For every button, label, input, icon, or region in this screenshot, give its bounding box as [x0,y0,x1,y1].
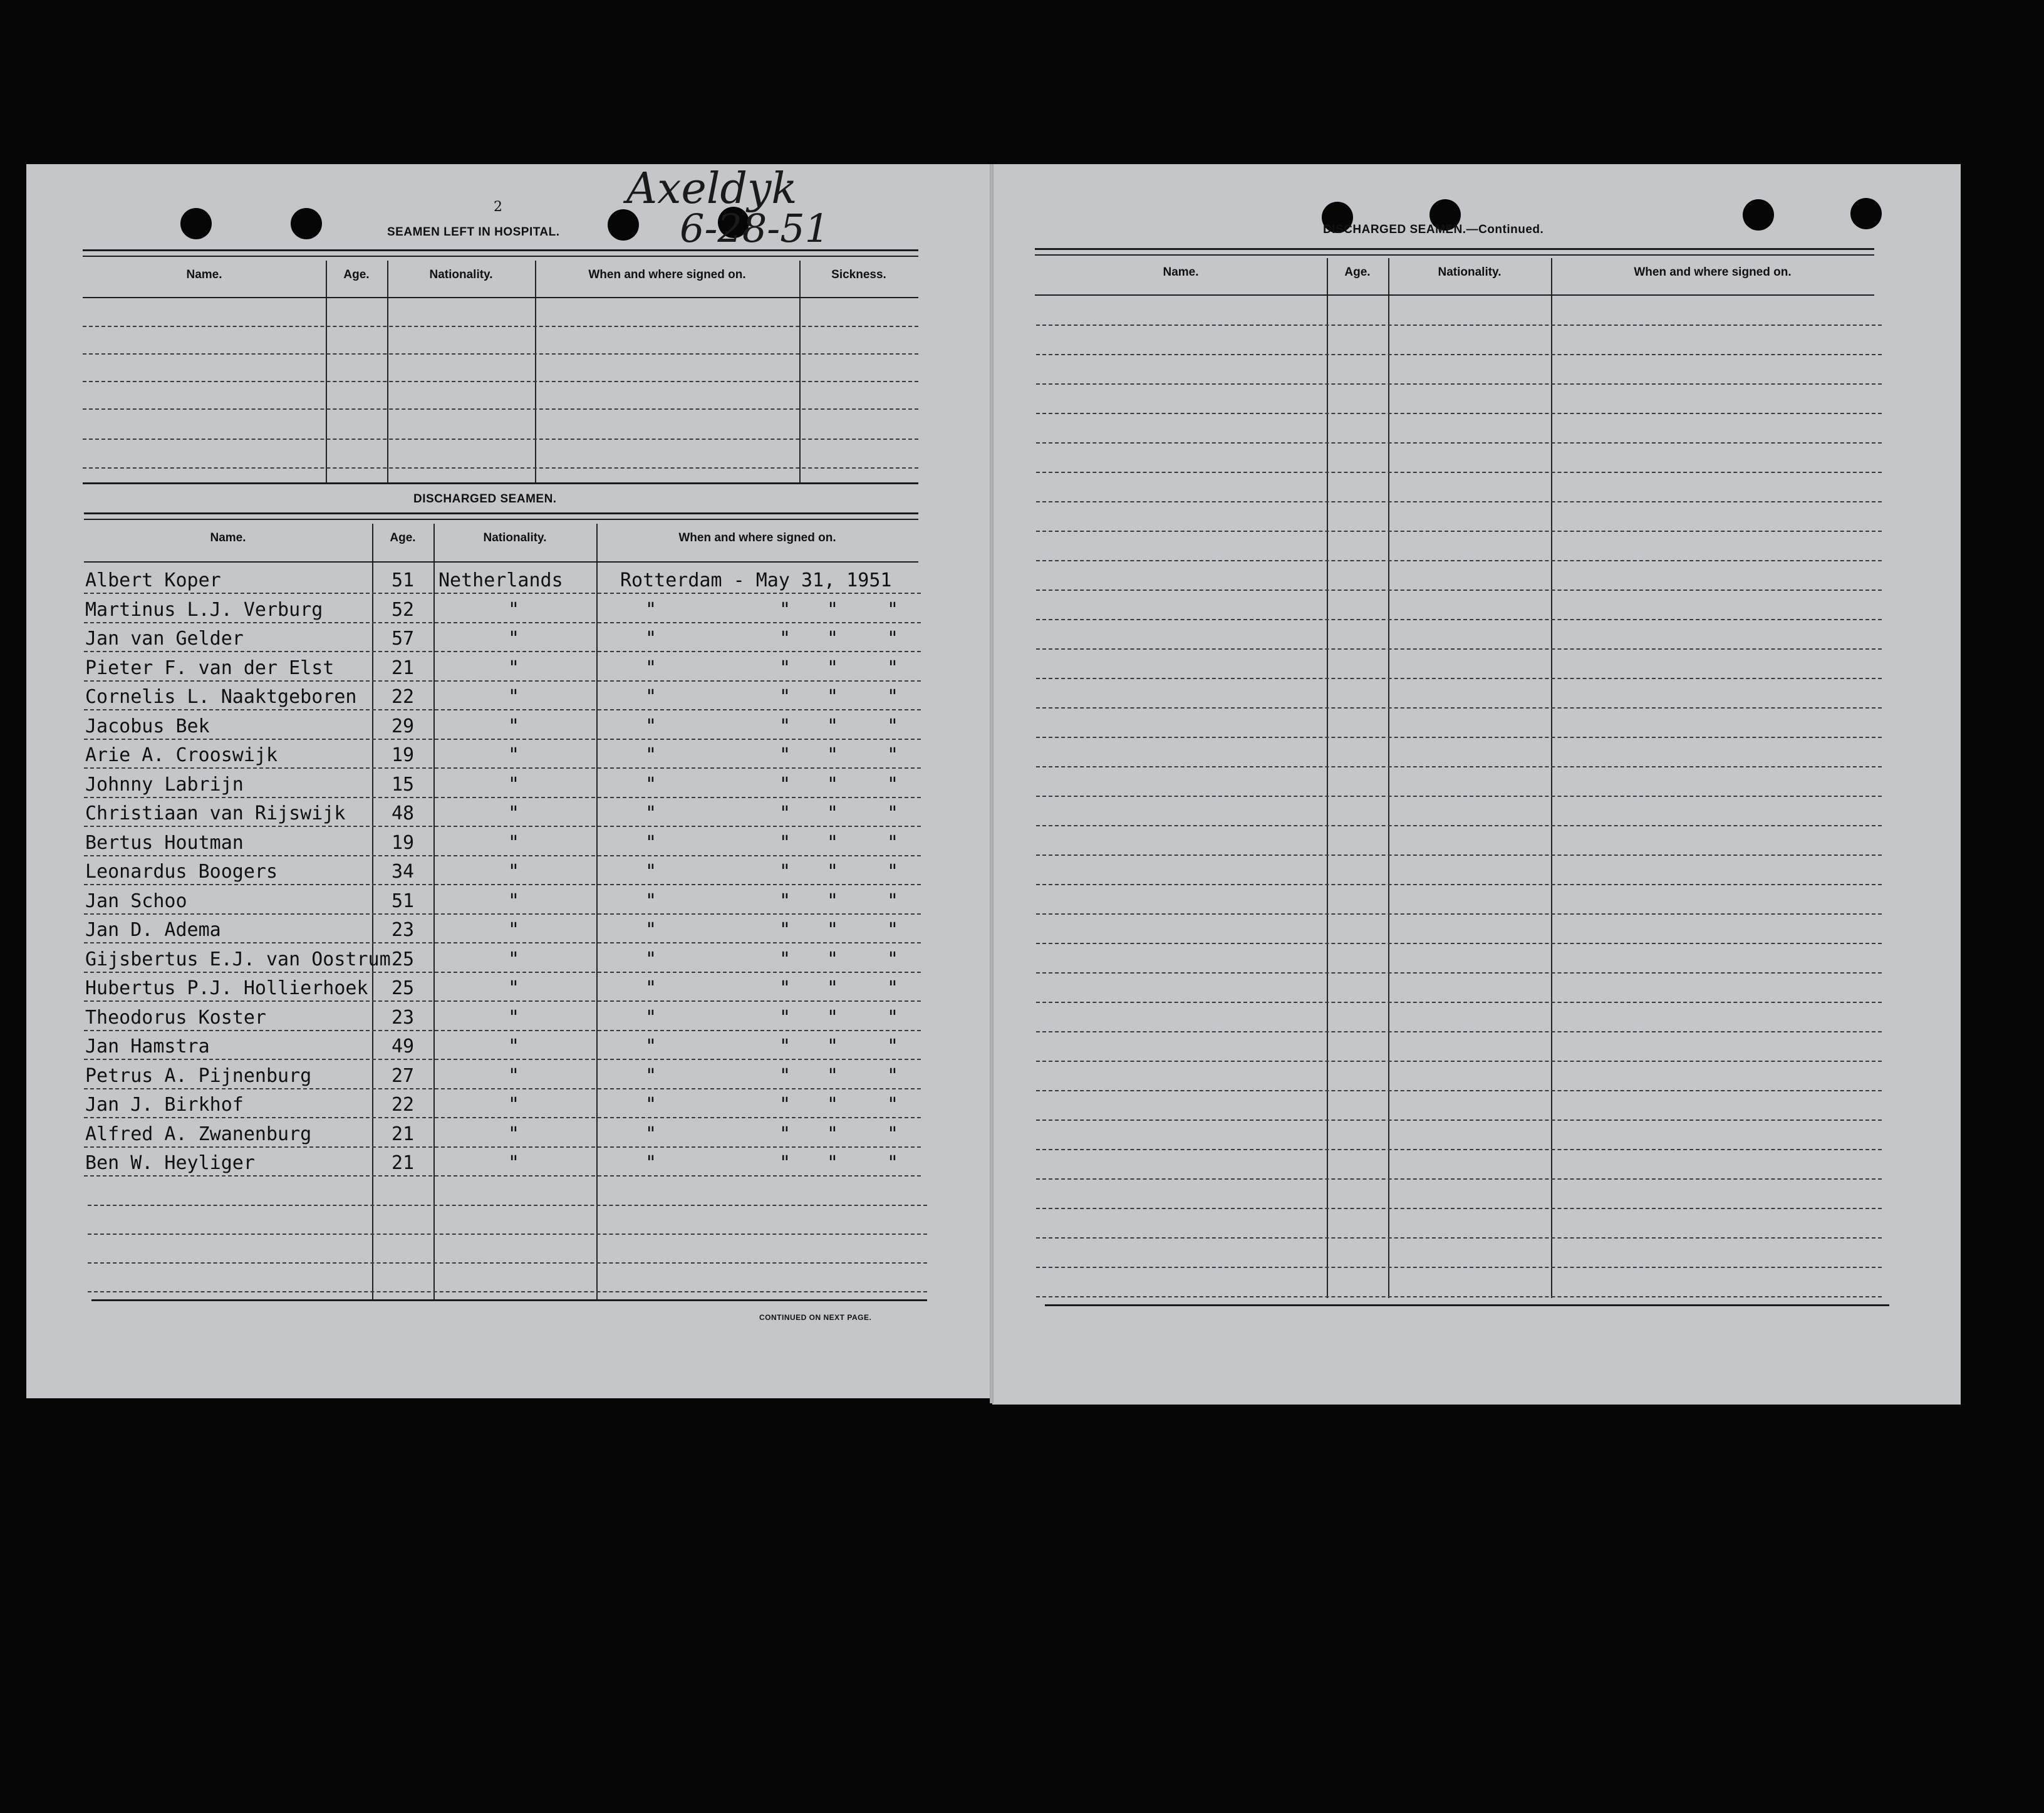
seaman-signed-on-ditto: " [779,715,791,737]
table-row-line [84,797,921,798]
seaman-signed-on-ditto: " [645,977,657,999]
table-row-line [1036,648,1882,650]
right-col-name: Name. [1163,266,1199,279]
seaman-nationality: " [507,744,520,766]
seaman-signed-on-ditto: " [779,1094,791,1116]
seaman-name: Alfred A. Zwanenburg [85,1123,312,1145]
seaman-signed-on-ditto: " [827,628,839,650]
seaman-signed-on-ditto: " [827,598,839,621]
table-row-line [84,942,921,943]
discharged-col-name: Name. [210,531,246,544]
hospital-row-line [83,439,918,440]
seaman-signed-on-ditto: " [645,715,657,737]
punch-hole [291,208,322,239]
seaman-signed-on-ditto: " [887,890,899,912]
seaman-nationality: " [507,1036,520,1057]
table-row-line [1036,1267,1882,1268]
table-row-line [1036,1061,1882,1062]
seaman-signed-on-ditto: " [645,628,657,650]
seaman-name: Arie A. Crooswijk [85,744,278,766]
seaman-signed-on-ditto: " [827,948,839,970]
seaman-signed-on-ditto: " [827,831,839,854]
seaman-name: Pieter F. van der Elst [85,657,335,679]
table-row-line [84,680,921,682]
seaman-nationality: " [507,1006,520,1029]
table-row-line [1036,943,1882,944]
page-number: 2 [494,199,503,215]
table-row-line [1036,354,1882,355]
table-row-line [84,826,921,827]
table-row-line [84,972,921,973]
table-row-line [1036,619,1882,620]
seaman-signed-on-ditto: " [827,686,839,708]
punch-hole [1850,198,1882,229]
seaman-nationality: " [507,803,520,824]
seaman-signed-on-ditto: " [827,803,839,824]
table-row-line [1036,1002,1882,1003]
seaman-signed-on-ditto: " [827,657,839,679]
col-divider [1327,258,1328,1298]
seaman-age: 25 [391,977,415,999]
seaman-signed-on-ditto: " [827,1064,839,1087]
seaman-age: 48 [391,803,415,824]
seaman-signed-on-ditto: " [645,773,657,796]
seaman-name: Theodorus Koster [85,1006,266,1029]
seaman-name: Johnny Labrijn [85,773,244,796]
seaman-signed-on-ditto: " [779,1064,791,1087]
table-row-line [1036,1119,1882,1121]
seaman-signed-on-ditto: " [779,1152,791,1174]
seaman-signed-on-ditto: " [779,977,791,999]
seaman-signed-on-ditto: " [645,919,657,941]
seaman-age: 34 [391,861,415,883]
table-row-line [84,913,921,915]
right-bottom-rule [1045,1304,1889,1306]
right-top-rule-2 [1035,254,1874,256]
seaman-name: Petrus A. Pijnenburg [85,1064,312,1087]
table-row-line [1036,855,1882,856]
col-divider [596,524,598,1299]
seaman-signed-on-ditto: " [827,1036,839,1057]
seaman-age: 21 [391,657,415,679]
seaman-name: Ben W. Heyliger [85,1152,255,1174]
col-divider [433,524,435,1299]
table-row-line [1036,413,1882,414]
seaman-age: 22 [391,686,415,708]
right-head-rule [1035,294,1874,296]
seaman-name: Christiaan van Rijswijk [85,803,346,824]
seaman-name: Martinus L.J. Verburg [85,598,323,621]
discharged-col-nationality: Nationality. [483,531,547,544]
table-row-line [1036,383,1882,385]
seaman-age: 23 [391,919,415,941]
table-row-line [1036,766,1882,767]
seaman-name: Cornelis L. Naaktgeboren [85,686,357,708]
table-row-line [1036,590,1882,591]
seaman-signed-on-ditto: " [645,1094,657,1116]
seaman-signed-on-ditto: " [779,803,791,824]
seaman-age: 19 [391,744,415,766]
right-col-signed-on: When and where signed on. [1634,266,1792,279]
table-row-line [88,1262,927,1264]
seaman-age: 19 [391,831,415,854]
seaman-signed-on-ditto: " [827,773,839,796]
discharged-col-age: Age. [390,531,416,544]
right-top-rule [1035,248,1874,250]
hospital-col-age: Age. [343,268,370,281]
table-row-line [1036,913,1882,915]
seaman-signed-on-ditto: " [887,1006,899,1029]
seaman-signed-on-ditto: " [645,890,657,912]
table-row-line [1036,972,1882,974]
right-col-age: Age. [1344,266,1371,279]
seaman-signed-on-ditto: " [827,977,839,999]
table-row-line [1036,737,1882,738]
hospital-row-line [83,408,918,410]
seaman-signed-on-ditto: " [887,773,899,796]
seaman-signed-on-ditto: " [779,773,791,796]
hospital-top-rule [83,249,918,251]
discharged-top-rule-2 [84,519,918,520]
table-row-line [84,622,921,623]
table-row-line [88,1205,927,1206]
seaman-nationality: " [507,1152,520,1174]
table-row-line [84,767,921,769]
table-row-line [84,651,921,652]
seaman-name: Albert Koper [85,569,221,591]
seaman-age: 52 [391,598,415,621]
seaman-signed-on-ditto: " [887,1036,899,1057]
seaman-signed-on-ditto: " [645,948,657,970]
seaman-signed-on-ditto: " [645,657,657,679]
seaman-signed-on-ditto: " [645,1036,657,1057]
table-row-line [88,1291,927,1292]
table-row-line [1036,442,1882,444]
table-row-line [1036,884,1882,885]
seaman-nationality: " [507,890,520,912]
table-row-line [1036,501,1882,502]
handwritten-date: 6-28-51 [680,205,830,251]
seaman-name: Jan D. Adema [85,919,221,941]
seaman-age: 51 [391,890,415,912]
table-row-line [1036,678,1882,679]
seaman-name: Hubertus P.J. Hollierhoek [85,977,368,999]
seaman-signed-on-ditto: " [827,919,839,941]
table-row-line [1036,1237,1882,1239]
seaman-name: Jan Schoo [85,890,187,912]
seaman-signed-on-ditto: " [887,1094,899,1116]
col-divider [1551,258,1552,1298]
seaman-signed-on-ditto: " [779,657,791,679]
seaman-age: 57 [391,628,415,650]
seaman-age: 22 [391,1094,415,1116]
table-row-line [84,1146,921,1148]
discharged-col-signed-on: When and where signed on. [678,531,836,544]
table-row-line [1036,707,1882,709]
seaman-signed-on-ditto: " [779,598,791,621]
table-row-line [1036,1090,1882,1091]
seaman-signed-on-ditto: " [645,861,657,883]
discharged-top-rule [84,512,918,514]
seaman-signed-on-ditto: " [827,1123,839,1145]
seaman-age: 15 [391,773,415,796]
seaman-signed-on-ditto: " [887,1123,899,1145]
table-row-line [84,1030,921,1031]
seaman-signed-on-ditto: " [645,598,657,621]
handwritten-ship-name: Axeldyk [626,164,797,214]
seaman-signed-on-ditto: " [779,861,791,883]
seaman-signed-on-ditto: " [887,657,899,679]
col-divider [1388,258,1389,1298]
table-row-line [1036,560,1882,561]
table-row-line [1036,1031,1882,1032]
seaman-signed-on-ditto: " [779,628,791,650]
seaman-nationality: " [507,1123,520,1145]
seaman-signed-on-ditto: " [887,977,899,999]
table-row-line [1036,472,1882,473]
table-row-line [88,1234,927,1235]
seaman-signed-on-ditto: " [827,1094,839,1116]
table-row-line [84,1117,921,1118]
seaman-nationality: " [507,1064,520,1087]
seaman-nationality: " [507,861,520,883]
hospital-col-nationality: Nationality. [429,268,493,281]
seaman-age: 27 [391,1064,415,1087]
seaman-signed-on-ditto: " [779,1006,791,1029]
seaman-signed-on-ditto: " [887,1064,899,1087]
table-row-line [1036,1149,1882,1150]
seaman-signed-on-ditto: " [827,861,839,883]
table-row-line [84,1000,921,1002]
right-page [992,164,1961,1405]
seaman-signed-on-ditto: " [887,598,899,621]
table-row-line [1036,1178,1882,1180]
table-row-line [84,709,921,710]
seaman-nationality: " [507,628,520,650]
discharged-head-rule [84,561,918,563]
seaman-age: 25 [391,948,415,970]
table-row-line [1036,531,1882,532]
seaman-signed-on-ditto: " [645,1064,657,1087]
seaman-signed-on-ditto: " [827,1006,839,1029]
punch-hole [608,209,639,241]
table-row-line [1036,825,1882,826]
seaman-signed-on-ditto: " [645,1006,657,1029]
seaman-signed-on-ditto: " [887,715,899,737]
hospital-col-sickness: Sickness. [831,268,886,281]
seaman-nationality: " [507,948,520,970]
table-row-line [84,739,921,740]
seaman-signed-on-ditto: " [645,1123,657,1145]
col-divider [799,261,801,482]
seaman-signed-on: Rotterdam - May 31, 1951 [620,569,892,591]
seaman-signed-on-ditto: " [887,948,899,970]
hospital-row-line [83,467,918,469]
seaman-signed-on-ditto: " [887,831,899,854]
hospital-section-title: SEAMEN LEFT IN HOSPITAL. [387,226,560,239]
col-divider [326,261,327,482]
hospital-head-rule [83,297,918,298]
hospital-row-line [83,326,918,327]
hospital-top-rule-2 [83,256,918,257]
table-row-line [84,884,921,885]
seaman-nationality: " [507,657,520,679]
seaman-nationality: " [507,715,520,737]
seaman-signed-on-ditto: " [779,1036,791,1057]
seaman-name: Jan Hamstra [85,1036,210,1057]
seaman-age: 23 [391,1006,415,1029]
seaman-signed-on-ditto: " [779,744,791,766]
right-page-title: DISCHARGED SEAMEN.—Continued. [1323,223,1544,236]
seaman-signed-on-ditto: " [645,686,657,708]
seaman-signed-on-ditto: " [887,861,899,883]
seaman-signed-on-ditto: " [645,803,657,824]
table-row-line [84,1059,921,1060]
table-row-line [1036,1208,1882,1209]
seaman-name: Bertus Houtman [85,831,244,854]
table-row-line [84,855,921,856]
seaman-signed-on-ditto: " [887,919,899,941]
seaman-nationality: " [507,977,520,999]
seaman-age: 21 [391,1123,415,1145]
discharged-bottom-rule [91,1299,927,1301]
seaman-signed-on-ditto: " [779,831,791,854]
seaman-nationality: " [507,831,520,854]
right-col-nationality: Nationality. [1438,266,1502,279]
seaman-name: Gijsbertus E.J. van Oostrum [85,948,391,970]
continued-note: CONTINUED ON NEXT PAGE. [759,1313,872,1322]
seaman-nationality: " [507,919,520,941]
punch-hole [180,208,212,239]
seaman-nationality: " [507,1094,520,1116]
seaman-signed-on-ditto: " [887,744,899,766]
seaman-name: Leonardus Boogers [85,861,278,883]
seaman-nationality: Netherlands [438,569,563,591]
seaman-nationality: " [507,773,520,796]
seaman-nationality: " [507,686,520,708]
seaman-age: 49 [391,1036,415,1057]
page-fold [990,164,993,1403]
seaman-signed-on-ditto: " [645,831,657,854]
seaman-signed-on-ditto: " [887,803,899,824]
table-row-line [1036,796,1882,797]
discharged-section-title: DISCHARGED SEAMEN. [413,492,557,506]
seaman-name: Jacobus Bek [85,715,210,737]
hospital-col-signed-on: When and where signed on. [588,268,746,281]
table-row-line [84,1088,921,1089]
seaman-age: 21 [391,1152,415,1174]
seaman-nationality: " [507,598,520,621]
hospital-row-line [83,381,918,382]
seaman-age: 29 [391,715,415,737]
seaman-signed-on-ditto: " [779,948,791,970]
seaman-signed-on-ditto: " [827,890,839,912]
col-divider [535,261,536,482]
seaman-name: Jan van Gelder [85,628,244,650]
table-row-line [1036,1296,1882,1297]
seaman-signed-on-ditto: " [645,744,657,766]
col-divider [372,524,373,1299]
seaman-signed-on-ditto: " [827,715,839,737]
table-row-line [84,593,921,594]
seaman-signed-on-ditto: " [779,919,791,941]
seaman-name: Jan J. Birkhof [85,1094,244,1116]
seaman-signed-on-ditto: " [645,1152,657,1174]
seaman-age: 51 [391,569,415,591]
seaman-signed-on-ditto: " [887,628,899,650]
hospital-col-name: Name. [186,268,222,281]
table-row-line [1036,325,1882,326]
seaman-signed-on-ditto: " [779,1123,791,1145]
seaman-signed-on-ditto: " [887,686,899,708]
punch-hole [1743,199,1774,231]
seaman-signed-on-ditto: " [887,1152,899,1174]
hospital-row-line [83,353,918,355]
col-divider [387,261,388,482]
seaman-signed-on-ditto: " [827,744,839,766]
seaman-signed-on-ditto: " [827,1152,839,1174]
seaman-signed-on-ditto: " [779,890,791,912]
hospital-bottom-rule [83,482,918,484]
table-row-line [84,1175,921,1177]
seaman-signed-on-ditto: " [779,686,791,708]
